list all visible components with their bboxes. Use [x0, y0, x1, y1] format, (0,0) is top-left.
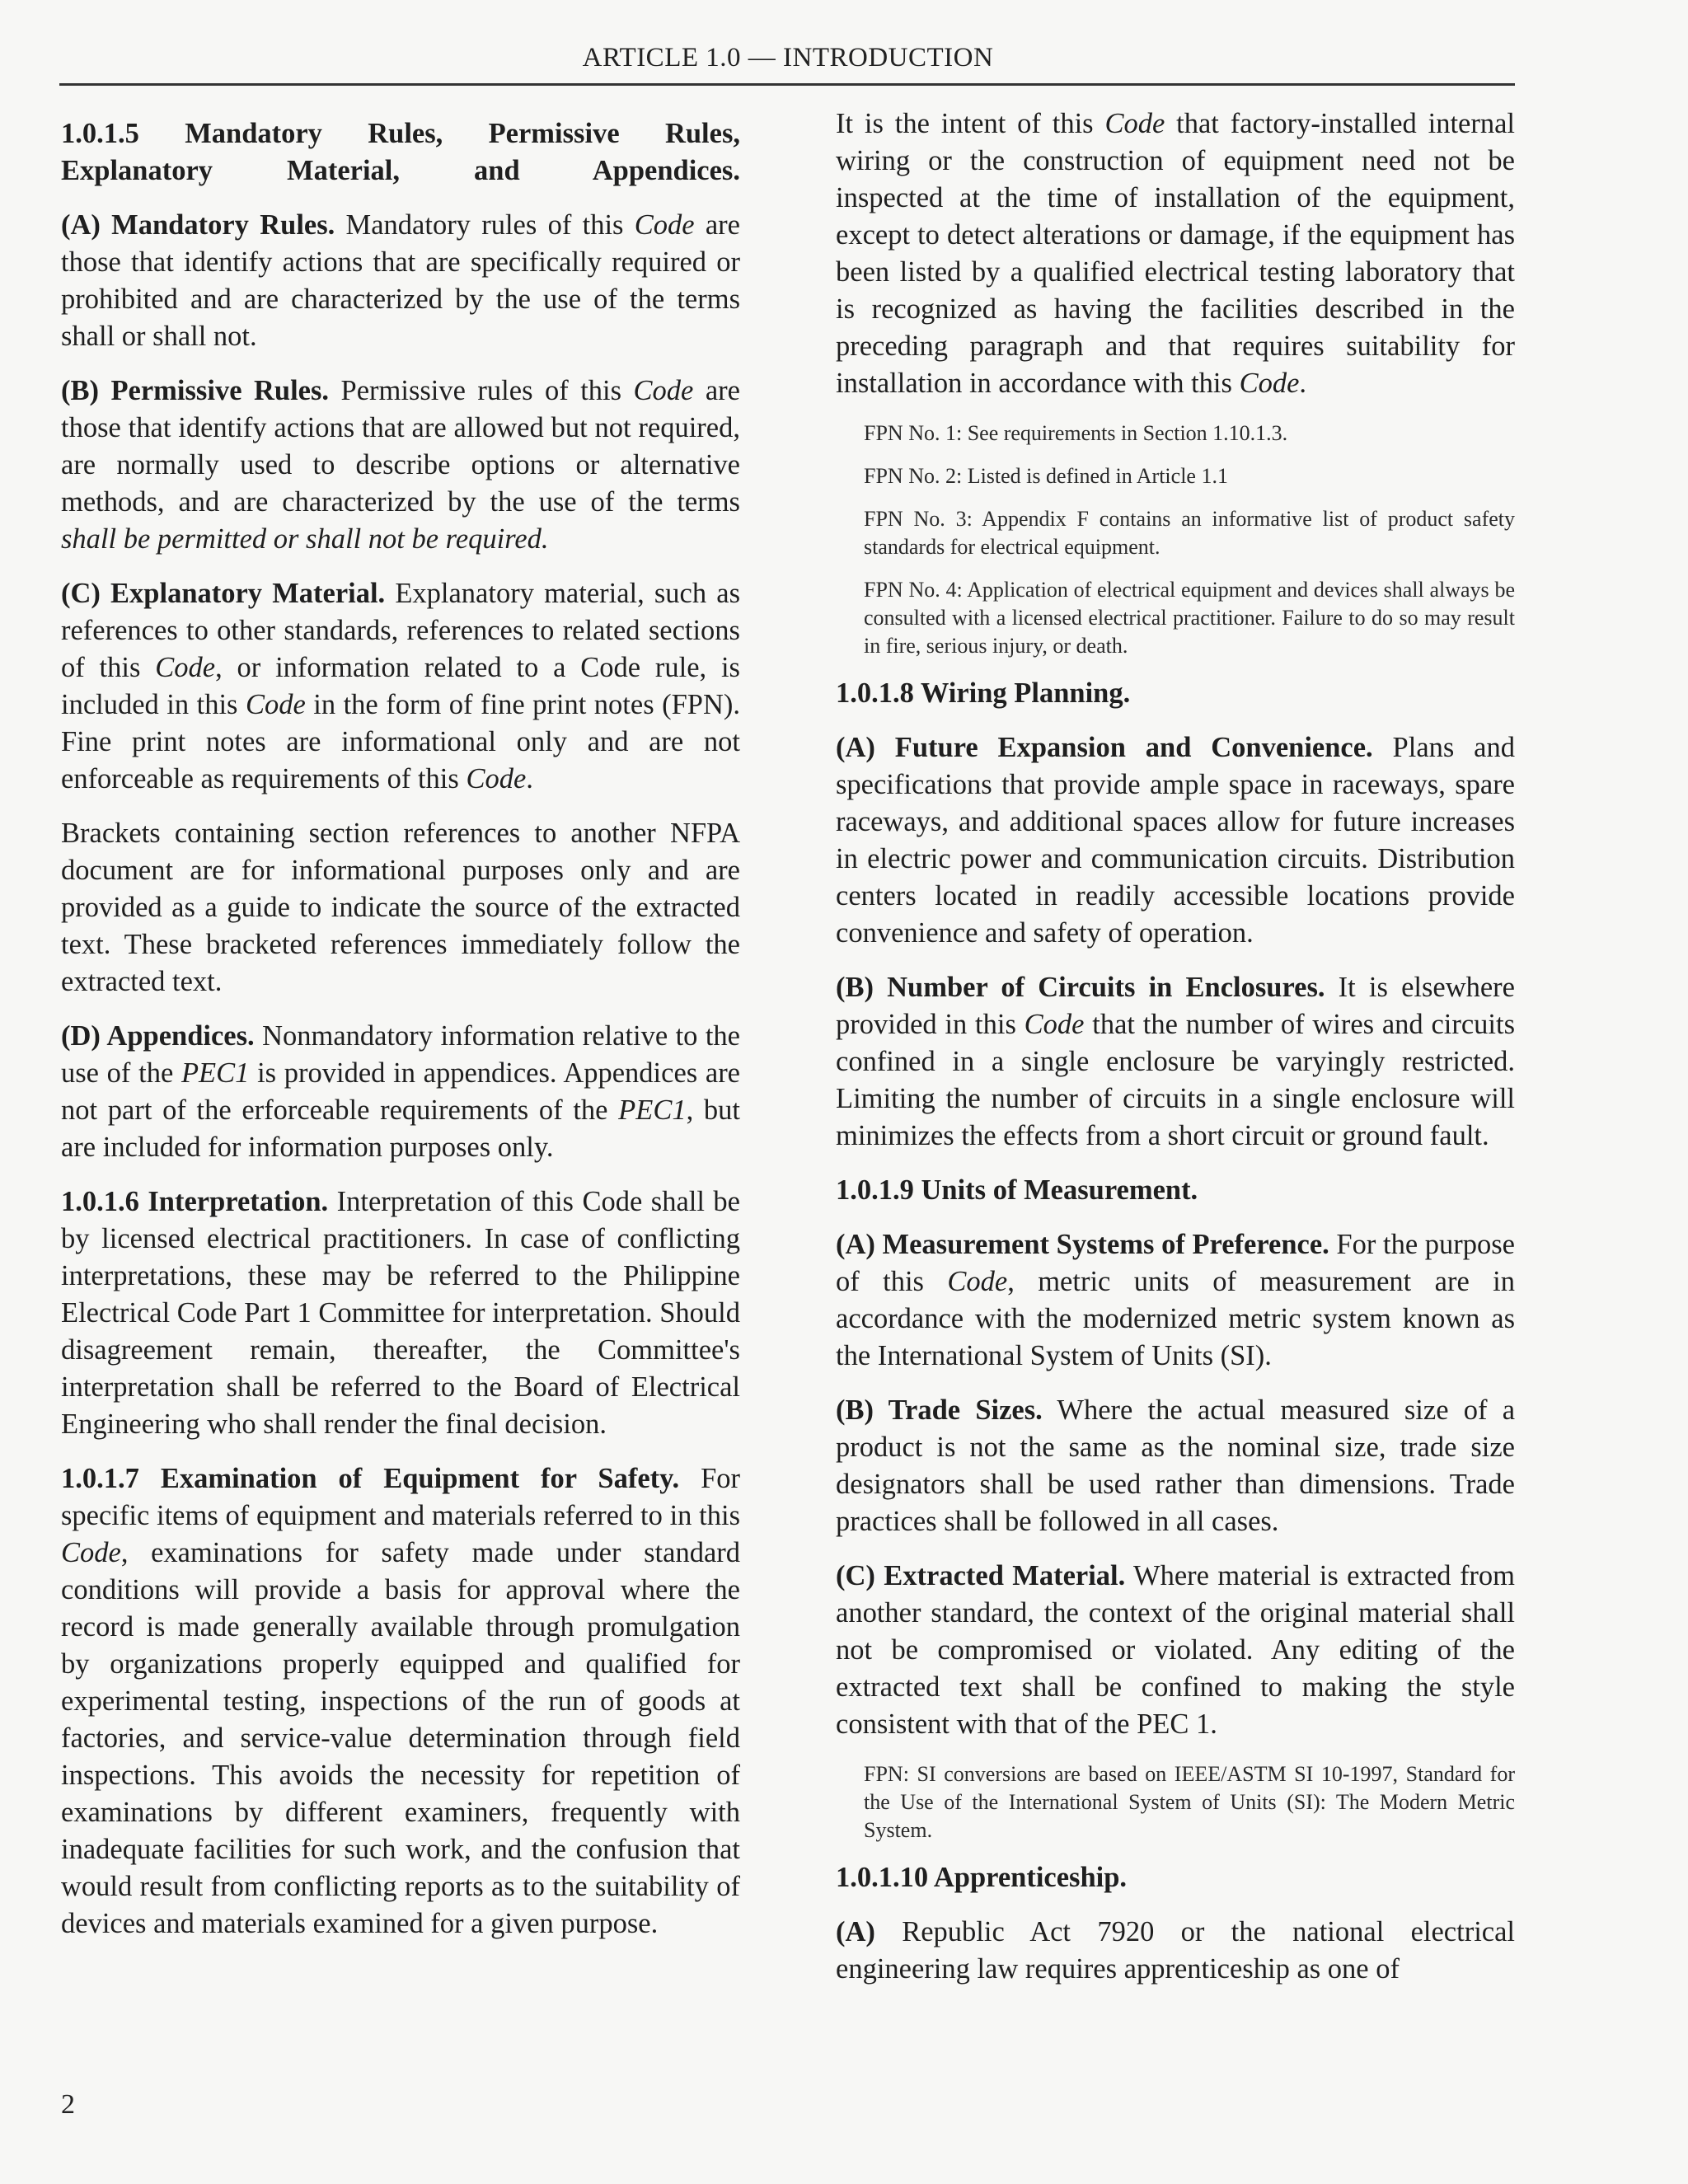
text: . [1299, 368, 1307, 399]
text: are those that identify actions that are specifically required or prohibited and are characterized by the use of the terms shall or shall not. [61, 209, 740, 352]
paragraph-appendices [61, 1018, 740, 1166]
pec-ref: PEC1 [181, 1057, 250, 1089]
subsection-heading: (D) Appendices. [61, 1020, 255, 1052]
section-heading: 1.0.1.10 Apprenticeship. [836, 1862, 1128, 1893]
fpn-note-3: FPN No. 3: Appendix F contains an informative list of product safety standards for electrical equipment. [864, 507, 1515, 559]
text: in the form of fine print notes (FPN). Fine print notes are informational only and are not enforceable as requirements of this [61, 689, 740, 794]
code-ref: Code [633, 375, 694, 406]
text: , examinations for safety made under standard conditions will provide a basis for approval where the record is made generally available through promulgation by organizations properly equipped and qualified for experimental testing, inspections of the run of goods at factories, and service-value determination through field inspections. This avoids the necessity for repetition of examinations by different examiners, frequently with inadequate facilities for such work, and the confusion that would result from conflicting reports as to the suitability of devices and materials examined for a given purpose. [61, 1537, 740, 1939]
text: Where material is extracted from another standard, the context of the original material shall not be compromised or violated. Any editing of the extracted text shall be confined to making the style consistent with that of the PEC 1. [836, 1560, 1516, 1740]
text: , but are included for information purposes only. [61, 1094, 740, 1163]
code-ref: Code [1104, 108, 1165, 139]
paragraph-permissive-rules [61, 373, 740, 558]
right-column [836, 105, 1515, 2005]
text: It is elsewhere provided in this [836, 972, 1515, 1040]
fpn-si-conversions: FPN: SI conversions are based on IEEE/ASTM SI 10-1997, Standard for the Use of the International System of Units (SI): The Modern Metric System. [864, 1762, 1515, 1842]
code-ref: Code [634, 209, 695, 241]
terms: shall be permitted or shall not be required. [61, 523, 549, 555]
section-heading: 1.0.1.9 Units of Measurement. [836, 1174, 1198, 1206]
text: Republic Act 7920 or the national electrical engineering law requires apprenticeship as one of [836, 1916, 1515, 1985]
paragraph-intent [836, 105, 1515, 402]
subsection-heading: (A) Future Expansion and Convenience. [836, 732, 1373, 763]
text: For specific items of equipment and materials referred to in this [61, 1463, 740, 1531]
text: . [526, 763, 533, 794]
text: are those that identify actions that are allowed but not required, are normally used to describe options or alternative methods, and are characterized by the use of the terms [61, 375, 740, 518]
subsection-heading: (A) Measurement Systems of Preference. [836, 1229, 1329, 1260]
subsection-heading: (B) Permissive Rules. [61, 375, 330, 406]
section-1-0-1-9-title [836, 1172, 1515, 1209]
code-ref: Code [1239, 368, 1300, 399]
paragraph-extracted-material [836, 1558, 1515, 1743]
paragraph-explanatory-material [61, 575, 740, 798]
section-1-0-1-6-interpretation [61, 1183, 740, 1443]
subsection-heading: (C) Explanatory Material. [61, 578, 386, 609]
section-heading: 1.0.1.8 Wiring Planning. [836, 677, 1131, 709]
text: Plans and specifications that provide ample space in raceways, spare raceways, and additional spaces allow for future increases in electric power and communication circuits. Distribution centers located in readily accessible locations provide convenience and safety of operation. [836, 732, 1515, 949]
code-ref: Code [1024, 1009, 1085, 1040]
paragraph-future-expansion [836, 729, 1515, 952]
section-1-0-1-8-title [836, 675, 1515, 712]
text: For the purpose of this [836, 1229, 1516, 1297]
section-heading: 1.0.1.6 Interpretation. [61, 1186, 329, 1217]
code-ref: Code [466, 763, 527, 794]
text: , or information related to a Code rule, is included in this [61, 652, 740, 720]
fpn-note-1: FPN No. 1: See requirements in Section 1.10.1.3. [864, 421, 1288, 445]
paragraph-trade-sizes [836, 1392, 1515, 1540]
subsection-heading: (B) Number of Circuits in Enclosures. [836, 972, 1325, 1003]
text: It is the intent of this [836, 108, 1105, 139]
subsection-heading: (A) [836, 1916, 875, 1947]
fpn-note-4: FPN No. 4: Application of electrical equipment and devices shall always be consulted with a licensed electrical practitioner. Failure to do so may result in fire, serious injury, or death. [864, 578, 1515, 658]
section-1-0-1-7-examination [61, 1460, 740, 1943]
section-heading: 1.0.1.5 Mandatory Rules, Permissive Rules, Explanatory Material, and Appendices. [61, 118, 740, 186]
text: Interpretation of this Code shall be by licensed electrical practitioners. In case of conflicting interpretations, these may be referred to the Philippine Electrical Code Part 1 Committee for interpretation. Should disagreement remain, thereafter, the Committee's interpretation shall be referred to the Board of Electrical Engineering who shall render the final decision. [61, 1186, 740, 1440]
code-ref: Code [245, 689, 306, 720]
section-1-0-1-5-title [61, 115, 740, 190]
page-number: 2 [61, 2089, 75, 2120]
text: is provided in appendices. Appendices are not part of the erforceable requirements of the [61, 1057, 740, 1126]
fpn-note-2: FPN No. 2: Listed is defined in Article 1.1 [864, 464, 1228, 488]
header-rule [59, 83, 1515, 86]
subsection-heading: (A) Mandatory Rules. [61, 209, 335, 241]
subsection-heading: (B) Trade Sizes. [836, 1394, 1043, 1426]
paragraph-measurement-systems [836, 1226, 1515, 1375]
text: Where the actual measured size of a product is not the same as the nominal size, trade size designators shall be used rather than dimensions. Trade practices shall be followed in all cases. [836, 1394, 1516, 1537]
text: Explanatory material, such as references to other standards, references to related sections of this [61, 578, 740, 683]
text: Permissive rules of this [329, 375, 634, 406]
running-header: ARTICLE 1.0 — INTRODUCTION [582, 43, 994, 73]
section-1-0-1-10-title [836, 1859, 1515, 1896]
paragraph-number-of-circuits [836, 969, 1515, 1155]
text: that factory-installed internal wiring or the construction of equipment need not be inspected at the time of installation of the equipment, except to detect alterations or damage, if the equipment has been listed by a qualified electrical testing laboratory that is recognized as having the facilities described in the preceding paragraph and that requires suitability for installation in accordance with this [836, 108, 1515, 399]
text: Mandatory rules of this [335, 209, 635, 241]
paragraph-mandatory-rules [61, 207, 740, 355]
subsection-heading: (C) Extracted Material. [836, 1560, 1126, 1591]
code-ref: Code [947, 1266, 1008, 1297]
code-ref: Code [155, 652, 216, 683]
code-ref: Code [61, 1537, 121, 1568]
paragraph-apprenticeship [836, 1914, 1515, 1988]
text: Nonmandatory information relative to the use of the [61, 1020, 740, 1089]
text: that the number of wires and circuits confined in a single enclosure be varyingly restricted. Limiting the number of circuits in a single enclosure will minimizes the effects from a short circuit or ground fault. [836, 1009, 1516, 1151]
section-heading: 1.0.1.7 Examination of Equipment for Safety. [61, 1463, 680, 1494]
pec-ref: PEC1 [618, 1094, 687, 1126]
left-column [61, 115, 740, 1960]
paragraph-brackets: Brackets containing section references to another NFPA document are for informational purposes only and are provided as a guide to indicate the source of the extracted text. These bracketed references immediately follow the extracted text. [61, 818, 740, 997]
text: , metric units of measurement are in accordance with the modernized metric system known as the International System of Units (SI). [836, 1266, 1515, 1371]
